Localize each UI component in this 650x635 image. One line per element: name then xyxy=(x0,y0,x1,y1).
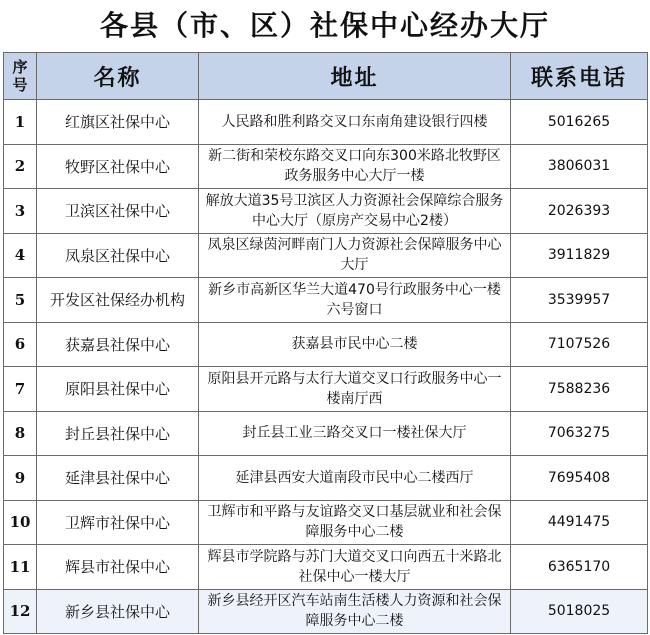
row-name: 新乡县社保中心 xyxy=(37,589,199,634)
header-seq-line2: 号 xyxy=(12,76,28,94)
row-seq: 5 xyxy=(4,278,37,323)
table-row xyxy=(4,500,648,545)
row-phone: 7588236 xyxy=(511,367,648,412)
row-phone: 3539957 xyxy=(511,278,648,323)
table-row xyxy=(4,233,648,278)
row-phone: 5016265 xyxy=(511,100,648,145)
row-seq: 10 xyxy=(4,500,37,545)
row-name: 封丘县社保中心 xyxy=(37,411,199,456)
row-seq: 12 xyxy=(4,589,37,634)
row-phone: 2026393 xyxy=(511,189,648,234)
row-seq: 9 xyxy=(4,456,37,501)
row-name: 延津县社保中心 xyxy=(37,456,199,501)
table-row xyxy=(4,589,648,634)
row-address: 解放大道35号卫滨区人力资源社会保障综合服务中心大厅（原房产交易中心2楼） xyxy=(199,189,511,234)
row-name: 卫滨区社保中心 xyxy=(37,189,199,234)
header-phone: 联系电话 xyxy=(511,53,648,100)
table-row xyxy=(4,545,648,590)
table-row xyxy=(4,367,648,412)
row-address: 卫辉市和平路与友谊路交叉口基层就业和社会保障服务中心二楼 xyxy=(199,500,511,545)
row-seq: 7 xyxy=(4,367,37,412)
row-address: 新乡县经开区汽车站南生活楼人力资源和社会保障服务中心二楼 xyxy=(199,589,511,634)
header-address: 地址 xyxy=(199,53,511,100)
row-address: 封丘县工业三路交叉口一楼社保大厅 xyxy=(199,411,511,456)
row-seq: 3 xyxy=(4,189,37,234)
table-header-row xyxy=(4,53,648,100)
page-title: 各县（市、区）社保中心经办大厅 xyxy=(99,9,550,42)
table-row xyxy=(4,144,648,189)
row-phone: 3911829 xyxy=(511,233,648,278)
row-address: 原阳县开元路与太行大道交叉口行政服务中心一楼南厅西 xyxy=(199,367,511,412)
row-phone: 7107526 xyxy=(511,322,648,367)
row-name: 原阳县社保中心 xyxy=(37,367,199,412)
row-name: 牧野区社保中心 xyxy=(37,144,199,189)
row-phone: 3806031 xyxy=(511,144,648,189)
row-seq: 8 xyxy=(4,411,37,456)
row-phone: 7695408 xyxy=(511,456,648,501)
table-row xyxy=(4,411,648,456)
row-phone: 7063275 xyxy=(511,411,648,456)
table-row xyxy=(4,322,648,367)
table-row xyxy=(4,456,648,501)
row-address: 人民路和胜利路交叉口东南角建设银行四楼 xyxy=(199,100,511,145)
row-name: 红旗区社保中心 xyxy=(37,100,199,145)
table-row xyxy=(4,189,648,234)
service-center-table xyxy=(3,52,648,634)
table-row xyxy=(4,278,648,323)
row-address: 延津县西安大道南段市民中心二楼西厅 xyxy=(199,456,511,501)
header-name: 名称 xyxy=(37,53,199,100)
row-address: 新二街和荣校东路交叉口向东300米路北牧野区政务服务中心大厅一楼 xyxy=(199,144,511,189)
header-seq-line1: 序 xyxy=(12,58,28,76)
row-seq: 6 xyxy=(4,322,37,367)
row-seq: 2 xyxy=(4,144,37,189)
row-address: 新乡市高新区华兰大道470号行政服务中心一楼六号窗口 xyxy=(199,278,511,323)
row-address: 辉县市学院路与苏门大道交叉口向西五十米路北社保中心一楼大厅 xyxy=(199,545,511,590)
row-name: 卫辉市社保中心 xyxy=(37,500,199,545)
row-seq: 1 xyxy=(4,100,37,145)
row-name: 获嘉县社保中心 xyxy=(37,322,199,367)
header-seq xyxy=(4,53,37,100)
row-name: 凤泉区社保中心 xyxy=(37,233,199,278)
row-address: 获嘉县市民中心二楼 xyxy=(199,322,511,367)
table-row xyxy=(4,100,648,145)
row-phone: 5018025 xyxy=(511,589,648,634)
row-phone: 4491475 xyxy=(511,500,648,545)
row-name: 辉县市社保中心 xyxy=(37,545,199,590)
row-name: 开发区社保经办机构 xyxy=(37,278,199,323)
row-seq: 4 xyxy=(4,233,37,278)
row-address: 凤泉区绿茵河畔南门人力资源社会保障服务中心大厅 xyxy=(199,233,511,278)
row-seq: 11 xyxy=(4,545,37,590)
row-phone: 6365170 xyxy=(511,545,648,590)
